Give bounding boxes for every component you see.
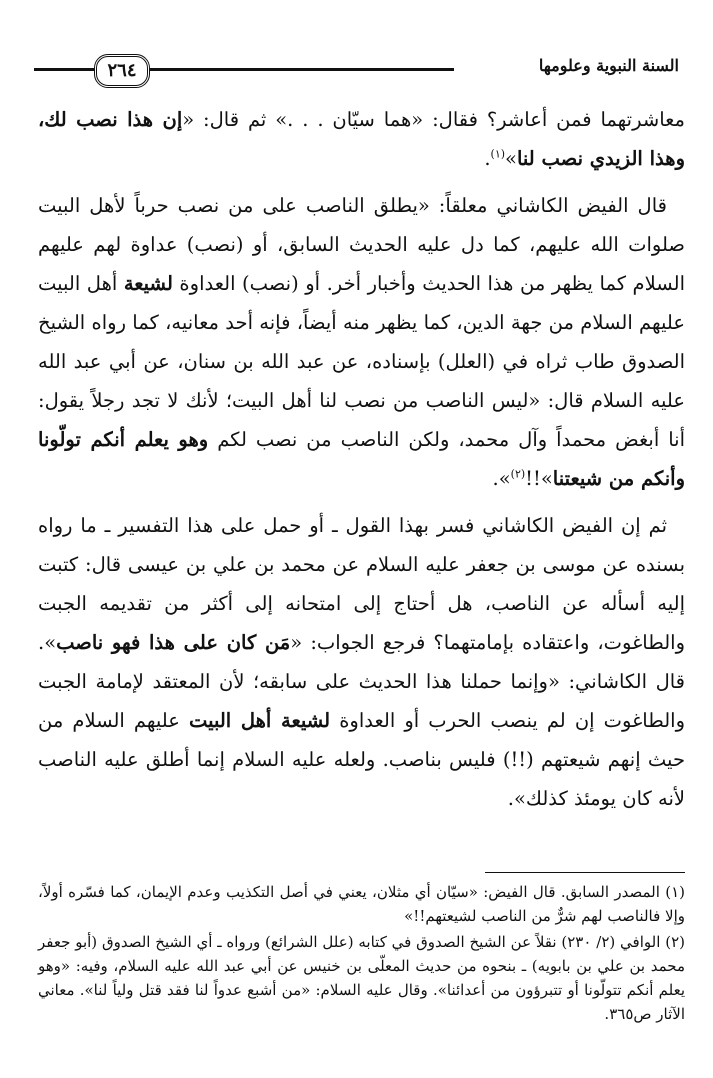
- p1-tail: .: [484, 147, 491, 170]
- p2-bold-2: وهو يعلم أنكم تولّونا وأنكم من شيعتنا: [38, 428, 685, 490]
- footnote-1: (١) المصدر السابق. قال الفيض: «سيّان أي مثلان، يعني في أصل التكذيب وعدم الإيمان، كما فسّره أولاً، وإلا فالناصب لهم شرٌّ من الناصب لشيعتهم!!»: [38, 883, 685, 925]
- header-rule-left: [34, 68, 94, 71]
- p2-end: »!!: [525, 467, 553, 490]
- p3-bold-1: مَن كان على هذا فهو ناصب: [56, 631, 291, 654]
- header-rule: [144, 68, 454, 71]
- p3-text-c: عليهم السلام من حيث إنهم شيعتهم (!!) فليس بناصب. ولعله عليه السلام إنما أطلق عليه الناصب لأنه كان يومئذ كذلك».: [38, 709, 685, 810]
- p1-text: معاشرتهما فمن أعاشر؟ فقال: «هما سيّان . . .» ثم قال: «: [182, 108, 685, 131]
- p3-text-b: ». قال الكاشاني: «وإنما حملنا هذا الحديث على سابقه؛ لأن المعتقد لإمامة الجبت والطاغوت إن لم ينصب الحرب أو العداوة: [38, 631, 685, 732]
- p2-bold-1: لشيعة: [123, 272, 173, 295]
- footnote-ref-2: (٢): [510, 467, 526, 481]
- p1-end: »: [505, 147, 517, 170]
- footnote-2: (٢) الوافي (٢/ ٢٣٠) نقلاً عن الشيخ الصدوق في كتابه (علل الشرائع) ورواه ـ أي الشيخ الصدوق (أبو جعفر محمد بن علي بن بابويه) ـ بنحوه من حديث المعلّى بن خنيس عن أبي عبد الله عليه السلام، وفيه: «وهو يعلم أنكم تتولّونا أو تتبرؤون من أعدائنا». وقال عليه السلام: «من أشبع عدواً لنا فقد قتل ولياً لنا». معاني الآثار ص٣٦٥.: [38, 933, 685, 1023]
- paragraph-1: [38, 100, 685, 178]
- page-number: ٢٦٤: [94, 54, 150, 88]
- paragraph-2: [38, 186, 685, 498]
- footnotes: [38, 880, 685, 1028]
- page-header: [34, 50, 679, 90]
- p2-text-a: قال الفيض الكاشاني معلقاً: «يطلق الناصب على من نصب حرباً لأهل البيت صلوات الله عليهم، كما دل عليه الحديث السابق، أو (نصب) عداوة لهم عليهم السلام كما يظهر من هذا الحديث وأخبار أخر. أو (نصب) العداوة: [38, 194, 685, 295]
- paragraph-3: [38, 506, 685, 818]
- p3-bold-2: لشيعة أهل البيت: [188, 709, 331, 732]
- p2-tail: ».: [492, 467, 511, 490]
- p2-text-b: أهل البيت عليهم السلام من جهة الدين، كما يظهر منه أيضاً، فإنه أحد معانيه، كما رواه الشيخ الصدوق طاب ثراه في (العلل) بإسناده، عن عبد الله بن سنان، عن أبي عبد الله عليه السلام قال: «ليس الناصب من نصب لنا أهل البيت؛ لأنك لا تجد رجلاً يقول: أنا أبغض محمداً وآل محمد، ولكن الناصب من نصب لكم: [38, 272, 685, 451]
- p3-text-a: ثم إن الفيض الكاشاني فسر بهذا القول ـ أو حمل على هذا التفسير ـ ما رواه بسنده عن موسى بن جعفر عليه السلام عن محمد بن علي بن عيسى قال: كتبت إليه أسأله عن الناصب، هل أحتاج إلى امتحانه إلى أكثر من تقديمه الجبت والطاغوت، واعتقاده بإمامتهما؟ فرجع الجواب: «: [38, 514, 685, 654]
- footnote-ref-1: (١): [490, 147, 506, 161]
- p1-bold-quote: إن هذا نصب لك، وهذا الزيدي نصب لنا: [38, 108, 685, 170]
- book-title: السنة النبوية وعلومها: [538, 56, 679, 75]
- main-text: [38, 100, 685, 826]
- footnote-separator: [485, 872, 685, 873]
